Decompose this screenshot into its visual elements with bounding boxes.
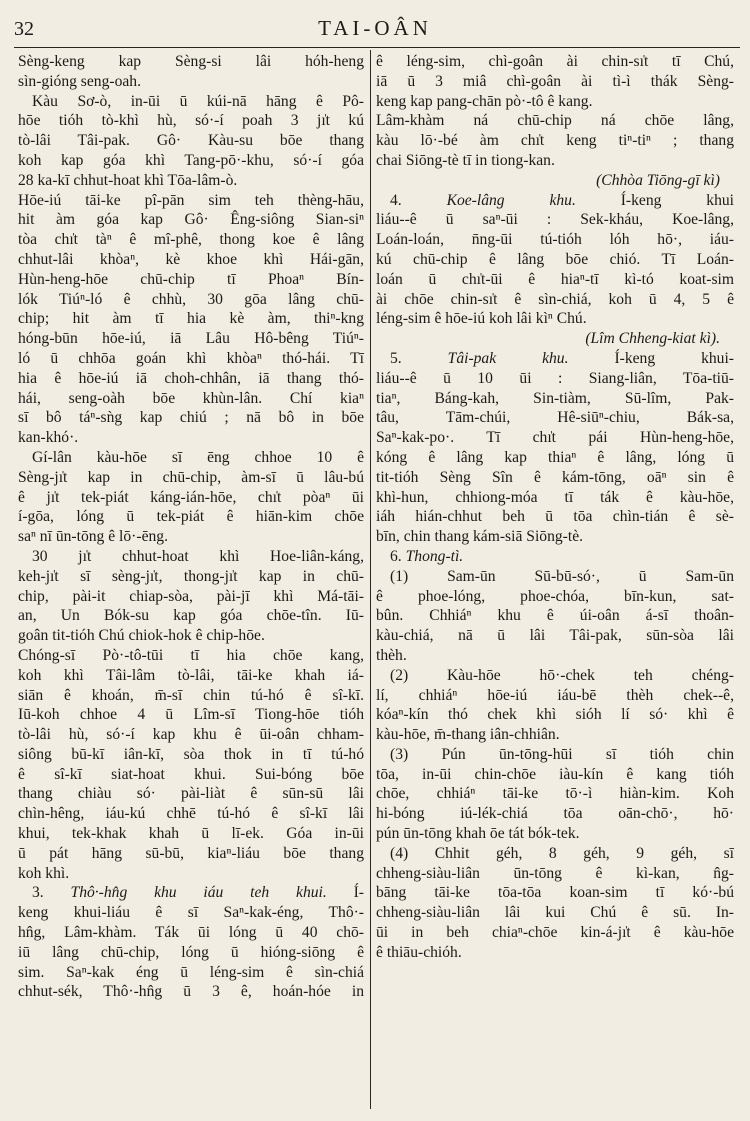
text-line: chip; hit àm tī hia kè àm, thiⁿ-kng [18,310,364,328]
text-line: chhut-sék, Thô·-hn̂g ū 3 ê, hoán-hóe in [18,983,364,1001]
text-line: (3) Pún ūn-tōng-hūi sī tióh chin [390,745,734,763]
text-line: ūi in beh chiaⁿ-chōe kin-á-jı̍t ê kàu-hōe [376,924,734,942]
text-line: tit-tióh Sèng Sîn ê kám-tōng, oāⁿ sin ê [376,468,734,486]
text-line: hóng-būn hōe-iú, iā Lâu Hô-bêng Tiúⁿ- [18,330,364,348]
text-line: ū pát hāng sū-bū, kiaⁿ-liáu bōe thang [18,844,364,862]
text-line: chhut-lâi khòaⁿ, kè khoe khì Hái-gān, [18,250,364,268]
text-line: tò-lâi hù, só·-í kap khu ê ūi-oân chham- [18,726,364,744]
text-line: chai Siōng-tè tī in tiong-kan. [376,151,555,169]
text-line: chheng-siàu-liân ūn-tōng ê kì-kan, n̂g- [376,864,734,882]
text-line: chōe, chhiáⁿ tāi-ke tō·-ì hiàn-kim. Koh [376,785,734,803]
text-line: hōe tióh tò-khì hù, só·-í poah 3 jı̍t kú [18,112,364,130]
text-line: koh khì. [18,864,70,882]
text-line: 30 jı̍t chhut-hoat khì Hoe-liân-káng, [32,547,364,565]
text-line: tâu, Tām-chúi, Hê-siūⁿ-chiu, Bák-sa, [376,409,734,427]
text-line: tòa chı̍t tàⁿ ê mî-phê, thong koe ê lâng [18,231,364,249]
column-divider [370,50,371,1109]
text-line: keh-jı̍t sī sèng-jı̍t, thong-jı̍t kap in chū- [18,567,364,585]
text-line: kàu lō·-bé àm chı̍t keng tiⁿ-tiⁿ ; thang [376,132,734,150]
text-line: kàu-chiá, nā ū lâi Tâi-pak, sūn-sòa lâi [376,627,734,645]
text-line: (2) Kàu-hōe hō·-chek teh chéng- [390,666,734,684]
text-line: keng khui-liáu ê sī Saⁿ-kak-éng, Thô·- [18,904,364,922]
text-line: Kàu Sơ-ò, in-ūi ū kúi-nā hāng ê Pô- [32,92,364,110]
text-line: keng kap pang-chān pò·-tô ê kang. [376,92,593,110]
text-line: sìn-gióng seng-oah. [18,72,141,90]
text-line: bûn. Chhiáⁿ khu ê úi-oân á-sī thoân- [376,607,734,625]
text-line: thèh. [376,646,407,664]
page-number: 32 [14,18,34,40]
text-line: kan-khó·. [18,429,79,447]
text-line: ài chōe chin-sı̍t ê sìn-chiá, koh ū 4, 5 ê [376,290,734,308]
text-line: khui, tek-khak khah ū lī-ek. Góa in-ūi [18,825,364,843]
right-column [376,52,734,963]
text-line: Saⁿ-kak-po·. Tī chı̍t pái Hùn-heng-hōe, [376,429,734,447]
text-line: kóaⁿ-kín thó chek khì sióh lí só· khì ê [376,706,734,724]
text-line: saⁿ nī ūn-tōng ê lō·-ēng. [18,528,168,546]
text-line: ê thiāu-chióh. [376,943,462,961]
text-line: hái, seng-oàh bōe khùn-lân. Chí kiaⁿ [18,389,364,407]
text-line: iū lâng chū-chip, lóng ū hióng-siōng ê [18,943,364,961]
text-line: pún ūn-tōng khah ōe tát bók-tek. [376,825,580,843]
text-line: bīn, chin thang kám-siā Siōng-tè. [376,528,584,546]
text-line: kóng ê lâng kap thiaⁿ ê lâng, lóng ū [376,448,734,466]
text-line: 3. Thô·-hn̂g khu iáu teh khui. Í- [32,884,364,902]
text-line: lók Tiúⁿ-ló ê chhù, 30 gōa lâng chū- [18,290,364,308]
text-line: í-gōa, lóng ū tek-piát ê hiān-kim chōe [18,508,364,526]
text-line: 4. Koe-lâng khu. Í-keng khui [390,191,734,209]
text-line: chìn-hêng, iáu-kú chhē tú-hó ê sî-kī lâi [18,805,364,823]
text-line: 5. Tâi-pak khu. Í-keng khui- [390,349,734,367]
text-line: an, Un Bók-su kap góa chōe-tîn. Iū- [18,607,364,625]
text-line: léng-sim ê hōe-iú koh lâi kìⁿ Chú. [376,310,587,328]
text-line: siān ê khoán, m̄-sī chin tú-hó ê sî-kī. [18,686,364,704]
text-line: Gí-lân kàu-hōe sī ēng chhoe 10 ê [32,448,364,466]
text-line: iáh hián-chhut beh ū tōa chìn-tián ê sè- [376,508,734,526]
header-rule [14,47,740,48]
text-line: Hùn-heng-hōe chū-chip tī Phoaⁿ Bín- [18,270,364,288]
text-line: ê phoe-lóng, phoe-chóa, bīn-kun, sat- [376,587,734,605]
text-line: hia ê hōe-iú iā choh-chhân, iā thang thó- [18,369,364,387]
text-line: koh kap góa khì Tang-pō·-khu, só·-í góa [18,151,364,169]
text-line: (4) Chhit géh, 8 géh, 9 géh, sī [390,844,734,862]
text-line: hi-bóng iú-lék-chiá tōa oān-chō·, hō· [376,805,734,823]
text-line: tò-lâi Tâi-pak. Gô· Kàu-su bōe thang [18,132,364,150]
text-line: hit àm góa kap Gô· Êng-siông Sian-siⁿ [18,211,364,229]
text-line: Lâm-khàm ná chū-chip ná chōe lâng, [376,112,734,130]
text-line: bāng tāi-ke tōa-tōa koan-sim tī kó·-bú [376,884,734,902]
text-line: Sèng-keng kap Sèng-si lâi hóh-heng [18,53,364,70]
text-line: hn̂g, Lâm-khàm. Ták ūi lóng ū 40 chō- [18,924,364,942]
text-line: liáu--ê ū saⁿ-ūi : Sek-kháu, Koe-lâng, [376,211,734,229]
text-line: koh khì Tâi-lâm tò-lâi, tāi-ke khah iá- [18,666,364,684]
text-line: tiaⁿ, Báng-kah, Sin-tiàm, Sū-lîm, Pak- [376,389,734,407]
text-line: Hōe-iú tāi-ke pî-pān sim teh thèng-hāu, [18,191,364,209]
text-line: loán ū chı̍t-ūi ê hiaⁿ-tī kì-tó koat-sim [376,270,734,288]
text-line: Sèng-jı̍t kap in chū-chip, àm-sī ū lâu-bú [18,468,364,486]
text-line: tōa, in-ūi chin-chōe iàu-kín ê kang tióh [376,765,734,783]
text-line: thang chiàu só· pài-liàt ê sūn-sū lâi [18,785,364,803]
text-line: kú chū-chip ê lâng bōe chió. Tī Loán- [376,250,734,268]
text-line: ê léng-sim, chì-goân ài chin-sı̍t tī Chú, [376,53,734,70]
running-title: TAI-OÂN [318,16,432,40]
text-line: chip, pài-it chiap-sòa, pài-jī khì Má-tāi- [18,587,364,605]
text-line: siông bū-kī iân-kī, sòa thok in tī tú-hó [18,745,364,763]
text-line: iā ū 3 miâ chì-goân ài tì-ì thák Sèng- [376,72,734,90]
text-line: chheng-siàu-liân lâi kui Chú ê sū. In- [376,904,734,922]
page-header [0,0,750,50]
text-line: ê jı̍t tek-piát káng-ián-hōe, chı̍t pòaⁿ ūi [18,488,364,506]
left-column [18,52,364,1002]
text-line: lí, chhiáⁿ hōe-iú iáu-bē thèh chek--ê, [376,686,734,704]
text-line: ló ū chhōa goán khì khòaⁿ thó-hái. Tī [18,349,364,367]
text-line: goân tit-tióh Chú chiok-hok ê chip-hōe. [18,627,265,645]
text-line: khì-hun, chhiong-móa tī ták ê kàu-hōe, [376,488,734,506]
text-line: Chóng-sī Pò·-tô-tūi tī hia chōe kang, [18,646,364,664]
text-line: Loán-loán, n̄ng-ūi tú-tióh lóh hō·, iáu- [376,231,734,249]
text-line: (Chhòa Tiōng-gī kì) [596,171,720,189]
text-line: sim. Saⁿ-kak éng ū léng-sim ê sìn-chiá [18,963,364,981]
text-line: 6. Thong-tì. [390,547,464,565]
text-line: Iū-koh chhoe 4 ū Lîm-sī Tiong-hōe tióh [18,706,364,724]
text-line: (Lîm Chheng-kiat kì). [585,330,720,348]
text-line: (1) Sam-ūn Sū-bū-só·, ū Sam-ūn [390,567,734,585]
text-line: liáu--ê ū 10 ūi : Siang-liân, Tōa-tiū- [376,369,734,387]
text-line: ê sî-kī siat-hoat khui. Sui-bóng bōe [18,765,364,783]
text-line: kàu-hōe, m̄-thang iân-chhiân. [376,726,560,744]
text-line: sī bô táⁿ-sǹg kap chiú ; nā bô in bōe [18,409,364,427]
text-line: 28 ka-kī chhut-hoat khì Tōa-lâm-ò. [18,171,238,189]
